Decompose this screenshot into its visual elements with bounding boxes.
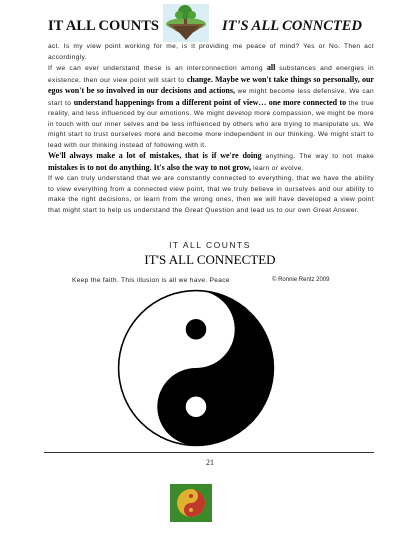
- body-segment: If we can truly understand that we are constantly connected to everything, that we have the ability to view everything from a connected view point, that we truly believe in ourselves and our ability to make the right decisions, or learn from the wrong ones, then we will have developed a view point that might start to help us understand the Great Question and lead us to our own Great Answer.: [48, 175, 374, 214]
- image-caption: Keep the faith. This illusion is all we have. Peace: [72, 277, 230, 284]
- yin-yang-icon: [117, 289, 275, 447]
- body-paragraph: [48, 42, 374, 216]
- body-bold-segment: doing: [242, 151, 262, 160]
- body-bold-segment: understand happenings from a different point of view… one more connected to: [73, 97, 347, 107]
- page-number: 21: [206, 458, 214, 467]
- header-left-title: IT ALL COUNTS: [48, 18, 159, 34]
- body-segment: If we can ever understand these is an interconnection among: [48, 65, 267, 72]
- body-bold-segment: We'll always make a lot of mistakes, that is if we're: [48, 151, 243, 160]
- body-text: [48, 42, 374, 216]
- body-bold-segment: mistakes is to not do anything. It's also the way to not grow,: [48, 162, 251, 172]
- copyright-notice: © Ronnie Rentz 2009: [272, 277, 330, 283]
- body-segment: act. Is my view point working for me, is it providing me peace of mind? Yes or No. Then act accordingly.: [48, 43, 374, 61]
- body-segment: we might become less defensive. We can start to: [48, 88, 375, 107]
- emblem-logo: [170, 484, 212, 522]
- floating-island-logo: [163, 4, 209, 42]
- footer-divider: [44, 452, 374, 453]
- body-bold-segment: all: [266, 63, 276, 72]
- body-segment: the true reality, and less influenced by our emotions. We might develop more compassion, we might be more in touch with our inner selves and be less influenced by others who are trying to manipulate us. We might start to trust ourselves more and become more independent in our thinking. We might start to lead with our thinking instead of following with it.: [48, 99, 375, 149]
- body-segment: anything. The way to not make: [261, 153, 375, 160]
- page-header: [0, 10, 420, 40]
- body-bold-segment: change. Maybe we won't take things so personally, our egos won't be so involved in our decisions and actions,: [48, 74, 374, 95]
- header-right-title: IT'S ALL CONNCTED: [222, 18, 362, 34]
- body-segment: learn or evolve.: [250, 164, 304, 172]
- section-subheading: IT ALL COUNTS: [169, 240, 251, 250]
- body-segment: substances and energies in existence, then our view point will start to: [48, 65, 374, 84]
- section-heading: IT'S ALL CONNECTED: [144, 252, 276, 267]
